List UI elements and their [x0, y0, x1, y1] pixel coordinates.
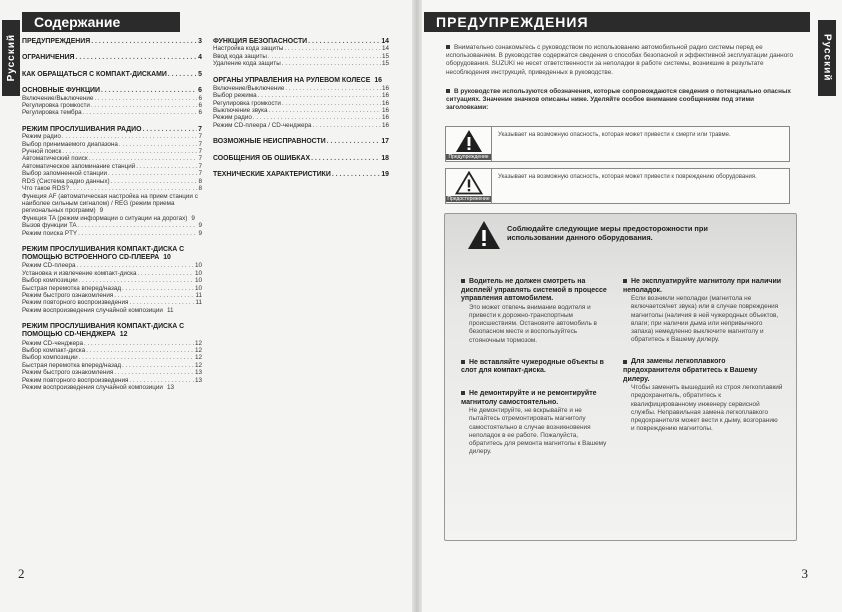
toc-entry — [22, 95, 202, 102]
toc-section-title — [22, 71, 202, 78]
toc-page-number: 6 — [198, 94, 202, 102]
toc-leader-dots — [101, 87, 197, 94]
toc-leader-dots — [129, 299, 194, 306]
toc-page-number: 12 — [194, 347, 202, 354]
toc-section-label: СООБЩЕНИЯ ОБ ОШИБКАХ — [213, 154, 311, 162]
toc-entry — [22, 185, 202, 192]
toc-entry-label: Выключение звука — [213, 107, 268, 115]
toc-page-number: 10 — [163, 254, 171, 262]
toc-section — [213, 138, 389, 145]
toc-leader-dots — [89, 155, 198, 162]
toc-entry-label: Выбор принимаемого диапазона — [22, 140, 118, 148]
toc-entry-label: Быстрая перемотка вперед/назад — [22, 284, 122, 292]
toc-page-number: 3 — [198, 38, 202, 45]
toc-entry-label: Выбор композиции — [22, 354, 78, 362]
toc-page-number: 6 — [198, 102, 202, 110]
toc-entry — [22, 141, 202, 148]
precautions-right-column — [623, 278, 783, 447]
toc-entry-label: Режим воспроизведения случайной композиции — [22, 384, 163, 392]
toc-entry — [22, 292, 202, 299]
toc-leader-dots — [168, 71, 197, 78]
book-gutter — [412, 0, 422, 612]
precaution-body: Если возникли неполадки (магнитола не включается/нет звука) или в случае повреждения магнитолы (наличия в ней чужеродных объектов, влаги; при наличии дыма или непривычного запаха) немедленно выключите магнитолу и обратитесь к Вашему дилеру. — [631, 295, 779, 344]
precaution-heading-text: Не вставляйте чужеродные объекты в слот для компакт-диска. — [461, 358, 604, 375]
toc-entry — [22, 277, 202, 284]
toc-leader-dots — [282, 100, 381, 107]
toc-entry — [213, 100, 389, 107]
toc-leader-dots — [111, 178, 198, 185]
toc-section-title — [22, 38, 202, 45]
toc-entry-label: Режим воспроизведения случайной композиции — [22, 306, 163, 314]
toc-entry — [22, 354, 202, 361]
toc-leader-dots — [268, 107, 381, 114]
toc-entry-label: RDS (Система радио данных) — [22, 177, 110, 185]
toc-page-number: 16 — [381, 121, 389, 129]
toc-entry-label: Автоматический поиск — [22, 155, 88, 163]
toc-section-title — [22, 54, 202, 61]
toc-page-number: 7 — [198, 133, 202, 141]
toc-page-number: 12 — [119, 331, 128, 339]
toc-leader-dots — [108, 170, 197, 177]
toc-entry — [22, 299, 202, 306]
bullet-icon — [446, 45, 450, 49]
precaution-heading — [623, 278, 783, 295]
precaution-item — [623, 358, 783, 433]
toc-entry — [213, 107, 389, 114]
toc-leader-dots — [258, 92, 381, 99]
toc-leader-dots — [122, 285, 194, 292]
precaution-body: Это может отвлечь внимание водителя и привести к дорожно-транспортным происшествиям. Остановите автомобиль в безопасном месте и воспользуйтесь стояночным тормозом. — [469, 303, 597, 344]
toc-entry-label: Включение/Выключение — [213, 84, 285, 92]
toc-entry — [22, 340, 202, 347]
toc-entry-label: Что такое RDS? — [22, 185, 69, 193]
toc-page-number: 10 — [194, 262, 202, 270]
toc-section-title — [22, 126, 202, 133]
toc-section-title — [213, 138, 389, 145]
toc-section-label: ВОЗМОЖНЫЕ НЕИСПРАВНОСТИ — [213, 138, 326, 146]
intro-paragraph: Внимательно ознакомьтесь с руководством по использованию автомобильной радио системы перед ее использованием. В руководстве содержатся сведения о способах безопасной и эффективной эксплуатации данного оборудования. SUZUKI не несет ответственности за неполадки в работе системы, возникшие в результате несоблюдения инструкций, приведенных в руководстве. — [446, 44, 793, 76]
toc-leader-dots — [91, 38, 197, 45]
toc-page-number: 19 — [381, 171, 389, 179]
toc-section-title — [213, 171, 389, 178]
toc-leader-dots — [268, 53, 381, 60]
warning-label: Предупреждение — [446, 154, 491, 160]
toc-page-number: 16 — [381, 107, 389, 115]
toc-leader-dots — [83, 109, 198, 116]
toc-page-number: 6 — [198, 109, 202, 117]
toc-page-number: 7 — [198, 155, 202, 163]
bullet-icon — [461, 360, 465, 364]
toc-leader-dots — [313, 122, 381, 129]
caution-label: Предостережение — [447, 195, 490, 202]
toc-page-number: 13 — [194, 369, 202, 377]
toc-entry-label: Режим повторного воспроизведения — [22, 299, 129, 307]
toc-section-title — [22, 87, 202, 94]
toc-page-number: 13 — [194, 376, 202, 384]
toc-page-number: 9 — [198, 229, 202, 237]
toc-section-label: ОРГАНЫ УПРАВЛЕНИЯ НА РУЛЕВОМ КОЛЕСЕ — [213, 76, 371, 84]
toc-entry-label: Выбор режима — [213, 92, 257, 100]
toc-entry-label: Регулировка громкости — [213, 99, 281, 107]
toc-entry — [22, 285, 202, 292]
toc-section-title — [213, 155, 389, 162]
toc-leader-dots — [78, 222, 198, 229]
toc-page-number: 11 — [166, 306, 174, 314]
warning-text: Указывает на возможную опасность, которая может привести к смерти или травме. — [498, 132, 731, 138]
toc-page-number: 7 — [198, 140, 202, 148]
page-number-left: 2 — [18, 566, 25, 581]
toc-section — [22, 323, 202, 391]
toc-page-number: 7 — [198, 148, 202, 156]
toc-leader-dots — [332, 171, 381, 178]
toc-page-number: 9 — [198, 222, 202, 230]
toc-leader-dots — [75, 54, 197, 61]
toc-entry-label: Включение/Выключение — [22, 94, 94, 102]
toc-entry-label: Функция TA (режим информации о ситуации на дорогах) — [22, 214, 188, 222]
toc-page-number: 14 — [381, 38, 389, 45]
precaution-item — [623, 278, 783, 344]
toc-entry-label: Вызов функции TA — [22, 222, 77, 230]
toc-section — [213, 77, 389, 130]
toc-page-number: 16 — [381, 99, 389, 107]
precaution-heading-text: Для замены легкоплавкого предохранителя обратитесь к Вашему дилеру. — [623, 358, 758, 383]
toc-entry — [22, 215, 202, 222]
bullet-icon — [623, 279, 627, 283]
toc-entry-label: Режим CD-ченджера — [22, 339, 84, 347]
language-tab-right: Русский — [818, 20, 836, 96]
toc-page-number: 10 — [194, 284, 202, 292]
contents-header: Содержание — [22, 12, 180, 32]
toc-section — [22, 54, 202, 61]
toc-leader-dots — [79, 354, 194, 361]
toc-entry — [22, 384, 202, 391]
toc-entry-label: Режим быстрого ознакомления — [22, 369, 114, 377]
precautions-left-column — [461, 278, 613, 470]
language-tab-left: Русский — [2, 20, 20, 96]
toc-entry — [22, 170, 202, 177]
toc-leader-dots — [282, 60, 381, 67]
toc-section-title — [213, 77, 389, 85]
toc-leader-dots — [114, 292, 194, 299]
toc-entry-label: Ввод кода защиты — [213, 52, 267, 60]
toc-leader-dots — [114, 369, 194, 376]
toc-entry-label: Автоматическое запоминание станций — [22, 162, 136, 170]
toc-page-number: 14 — [381, 45, 389, 53]
toc-page-number: 7 — [198, 125, 202, 133]
toc-entry-label: Режим радио — [22, 133, 61, 141]
toc-entry-label: Функция AF (автоматическая настройка на прием станции с наиболее сильным сигналом) / REG (режим приема региональных программ) — [22, 192, 198, 215]
toc-entry — [213, 53, 389, 60]
toc-entry-label: Режим радио — [213, 114, 252, 122]
toc-entry-label: Ручной поиск — [22, 148, 62, 156]
toc-page-number: 12 — [194, 354, 202, 362]
bullet-icon — [446, 89, 450, 93]
bullet-icon — [623, 360, 627, 364]
toc-entry-label: Режим быстрого ознакомления — [22, 291, 114, 299]
toc-leader-dots — [129, 377, 194, 384]
toc-page-number: 16 — [381, 114, 389, 122]
toc-page-number: 5 — [198, 70, 202, 78]
toc-page-number: 7 — [198, 170, 202, 178]
precaution-item — [461, 359, 613, 376]
toc-entry — [213, 122, 389, 129]
toc-page-number: 10 — [194, 269, 202, 277]
toc-page-number: 12 — [194, 339, 202, 347]
warnings-header: ПРЕДУПРЕЖДЕНИЯ — [424, 12, 810, 32]
toc-section-label: ТЕХНИЧЕСКИЕ ХАРАКТЕРИСТИКИ — [213, 171, 331, 179]
warning-definition — [445, 126, 790, 162]
toc-section-title — [22, 323, 202, 339]
caution-definition — [445, 168, 790, 204]
toc-page-number: 8 — [198, 177, 202, 185]
toc-section-label: ОГРАНИЧЕНИЯ — [22, 54, 75, 62]
toc-leader-dots — [79, 277, 194, 284]
symbols-note: В руководстве используются обозначения, которые сопровождаются сведения о потенциально опасных ситуациях. Значение значков описаны ниже. Уделяйте особое внимание сообщениям под этими заголовками: — [446, 88, 791, 112]
toc-page-number: 15 — [381, 60, 389, 68]
toc-entry — [22, 307, 202, 314]
warning-triangle-icon — [467, 220, 501, 250]
toc-entry-label: Быстрая перемотка вперед/назад — [22, 361, 122, 369]
toc-page-number: 16 — [381, 92, 389, 100]
toc-section — [22, 126, 202, 237]
toc-leader-dots — [62, 133, 198, 140]
toc-section — [22, 87, 202, 117]
toc-entry-label: Режим повторного воспроизведения — [22, 376, 129, 384]
toc-section-label: ПРЕДУПРЕЖДЕНИЯ — [22, 38, 91, 45]
toc-column-middle — [213, 38, 389, 187]
toc-entry — [22, 222, 202, 229]
toc-entry-label: Удаление кода защиты — [213, 60, 281, 68]
toc-entry-label: Выбор композиции — [22, 277, 78, 285]
toc-column-left — [22, 38, 202, 400]
warning-triangle-icon — [455, 129, 483, 153]
toc-leader-dots — [311, 155, 380, 162]
toc-section — [22, 71, 202, 78]
toc-leader-dots — [122, 362, 194, 369]
toc-entry — [22, 230, 202, 237]
toc-entry — [22, 262, 202, 269]
toc-leader-dots — [84, 340, 194, 347]
toc-entry — [213, 92, 389, 99]
toc-entry-label: Выбор компакт-диска — [22, 347, 86, 354]
precaution-heading — [461, 390, 613, 407]
toc-leader-dots — [91, 102, 198, 109]
precaution-item — [461, 278, 613, 345]
toc-leader-dots — [119, 141, 198, 148]
toc-page-number: 11 — [195, 291, 202, 299]
toc-section — [213, 38, 389, 68]
toc-page-number: 16 — [381, 84, 389, 92]
toc-section-label: ОСНОВНЫЕ ФУНКЦИИ — [22, 87, 100, 95]
toc-leader-dots — [76, 262, 194, 269]
bullet-icon — [461, 391, 465, 395]
toc-page-number: 9 — [191, 214, 195, 222]
toc-page-number: 4 — [198, 54, 202, 62]
toc-entry — [22, 155, 202, 162]
precaution-body: Чтобы заменить вышедший из строя легкоплавкий предохранитель, обратитесь к квалифицированному инженеру сервисной службы. Неправильная замена легкоплавкого предохранителя может вести к дыму, возгоранию и повреждению магнитолы. — [631, 384, 783, 433]
toc-leader-dots — [86, 347, 194, 354]
toc-page-number: 11 — [195, 299, 202, 307]
toc-section — [22, 38, 202, 45]
precaution-heading — [461, 359, 613, 376]
toc-page-number: 6 — [198, 87, 202, 95]
toc-leader-dots — [308, 38, 380, 45]
page-number-right: 3 — [801, 566, 808, 581]
toc-leader-dots — [253, 114, 381, 121]
toc-section-title — [22, 246, 202, 262]
precaution-heading — [461, 278, 613, 304]
toc-page-number: 7 — [198, 162, 202, 170]
toc-page-number: 18 — [381, 154, 389, 162]
toc-leader-dots — [143, 126, 198, 133]
toc-entry-label: Регулировка тембра — [22, 109, 82, 117]
precaution-heading — [623, 358, 783, 384]
toc-entry — [22, 193, 202, 215]
toc-page-number: 17 — [381, 138, 389, 146]
toc-entry — [22, 178, 202, 185]
precautions-panel — [444, 213, 797, 541]
toc-entry-label: Регулировка громкости — [22, 102, 90, 110]
toc-section-label: КАК ОБРАЩАТЬСЯ С КОМПАКТ-ДИСКАМИ — [22, 70, 167, 78]
toc-page-number: 15 — [381, 52, 389, 60]
toc-leader-dots — [284, 45, 381, 52]
precaution-item — [461, 390, 613, 456]
precaution-heading-text: Водитель не должен смотреть на дисплей/ управлять системой в процессе управления автомобилем. — [461, 278, 607, 303]
toc-page-number: 16 — [374, 76, 382, 84]
precaution-heading-text: Не демонтируйте и не ремонтируйте магнитолу самостоятельно. — [461, 389, 597, 406]
toc-entry — [213, 45, 389, 52]
caution-triangle-icon — [455, 171, 483, 195]
toc-leader-dots — [327, 138, 381, 145]
toc-section-label: ФУНКЦИЯ БЕЗОПАСНОСТИ — [213, 38, 308, 45]
toc-page-number: 10 — [194, 277, 202, 285]
toc-leader-dots — [78, 230, 197, 237]
toc-page-number: 9 — [99, 207, 104, 215]
caution-icon-box — [446, 169, 492, 203]
toc-page-number: 12 — [194, 361, 202, 369]
toc-entry-label: Установка и извлечение компакт-диска — [22, 269, 137, 277]
toc-entry-label: Режим CD-плеера / CD-ченджера — [213, 121, 312, 129]
toc-section-label: РЕЖИМ ПРОСЛУШИВАНИЯ КОМПАКТ-ДИСКА С ПОМОЩЬЮ ВСТРОЕННОГО CD-ПЛЕЕРА — [22, 245, 185, 262]
toc-entry — [22, 109, 202, 116]
toc-entry-label: Настройка кода защиты — [213, 45, 284, 53]
toc-leader-dots — [136, 163, 197, 170]
toc-entry — [213, 60, 389, 67]
toc-entry — [213, 114, 389, 121]
toc-leader-dots — [94, 95, 197, 102]
toc-leader-dots — [285, 85, 381, 92]
toc-entry-label: Режим поиска PTY — [22, 229, 78, 237]
precaution-body: Не демонтируйте, не вскрывайте и не пытайтесь отремонтировать магнитолу самостоятельно в случае возникновения неполадок в ее работе. Пожалуйста, обратитесь для ремонта магнитолы к Вашему дилеру. — [469, 407, 607, 456]
toc-page-number: 8 — [198, 185, 202, 193]
toc-section — [213, 155, 389, 162]
toc-section — [213, 171, 389, 178]
toc-section-label: РЕЖИМ ПРОСЛУШИВАНИЯ РАДИО — [22, 125, 142, 133]
caution-text: Указывает на возможную опасность, которая может привести к повреждению оборудования. — [498, 174, 757, 180]
bullet-icon — [461, 279, 465, 283]
toc-entry — [22, 377, 202, 384]
warning-icon-box — [446, 127, 492, 161]
toc-entry — [22, 133, 202, 140]
toc-section-label: РЕЖИМ ПРОСЛУШИВАНИЯ КОМПАКТ-ДИСКА С ПОМОЩЬЮ CD-ЧЕНДЖЕРА — [22, 323, 185, 339]
toc-entry-label: Режим CD-плеера — [22, 262, 76, 270]
precaution-heading-text: Не эксплуатируйте магнитолу при наличии неполадок. — [623, 278, 782, 294]
toc-entry — [22, 369, 202, 376]
toc-leader-dots — [138, 270, 194, 277]
panel-title: Соблюдайте следующие меры предосторожности при использовании данного оборудования. — [507, 224, 708, 242]
toc-section — [22, 246, 202, 314]
toc-page-number: 13 — [166, 384, 174, 392]
toc-entry-label: Выбор запомненной станции — [22, 170, 108, 178]
toc-leader-dots — [70, 185, 198, 192]
